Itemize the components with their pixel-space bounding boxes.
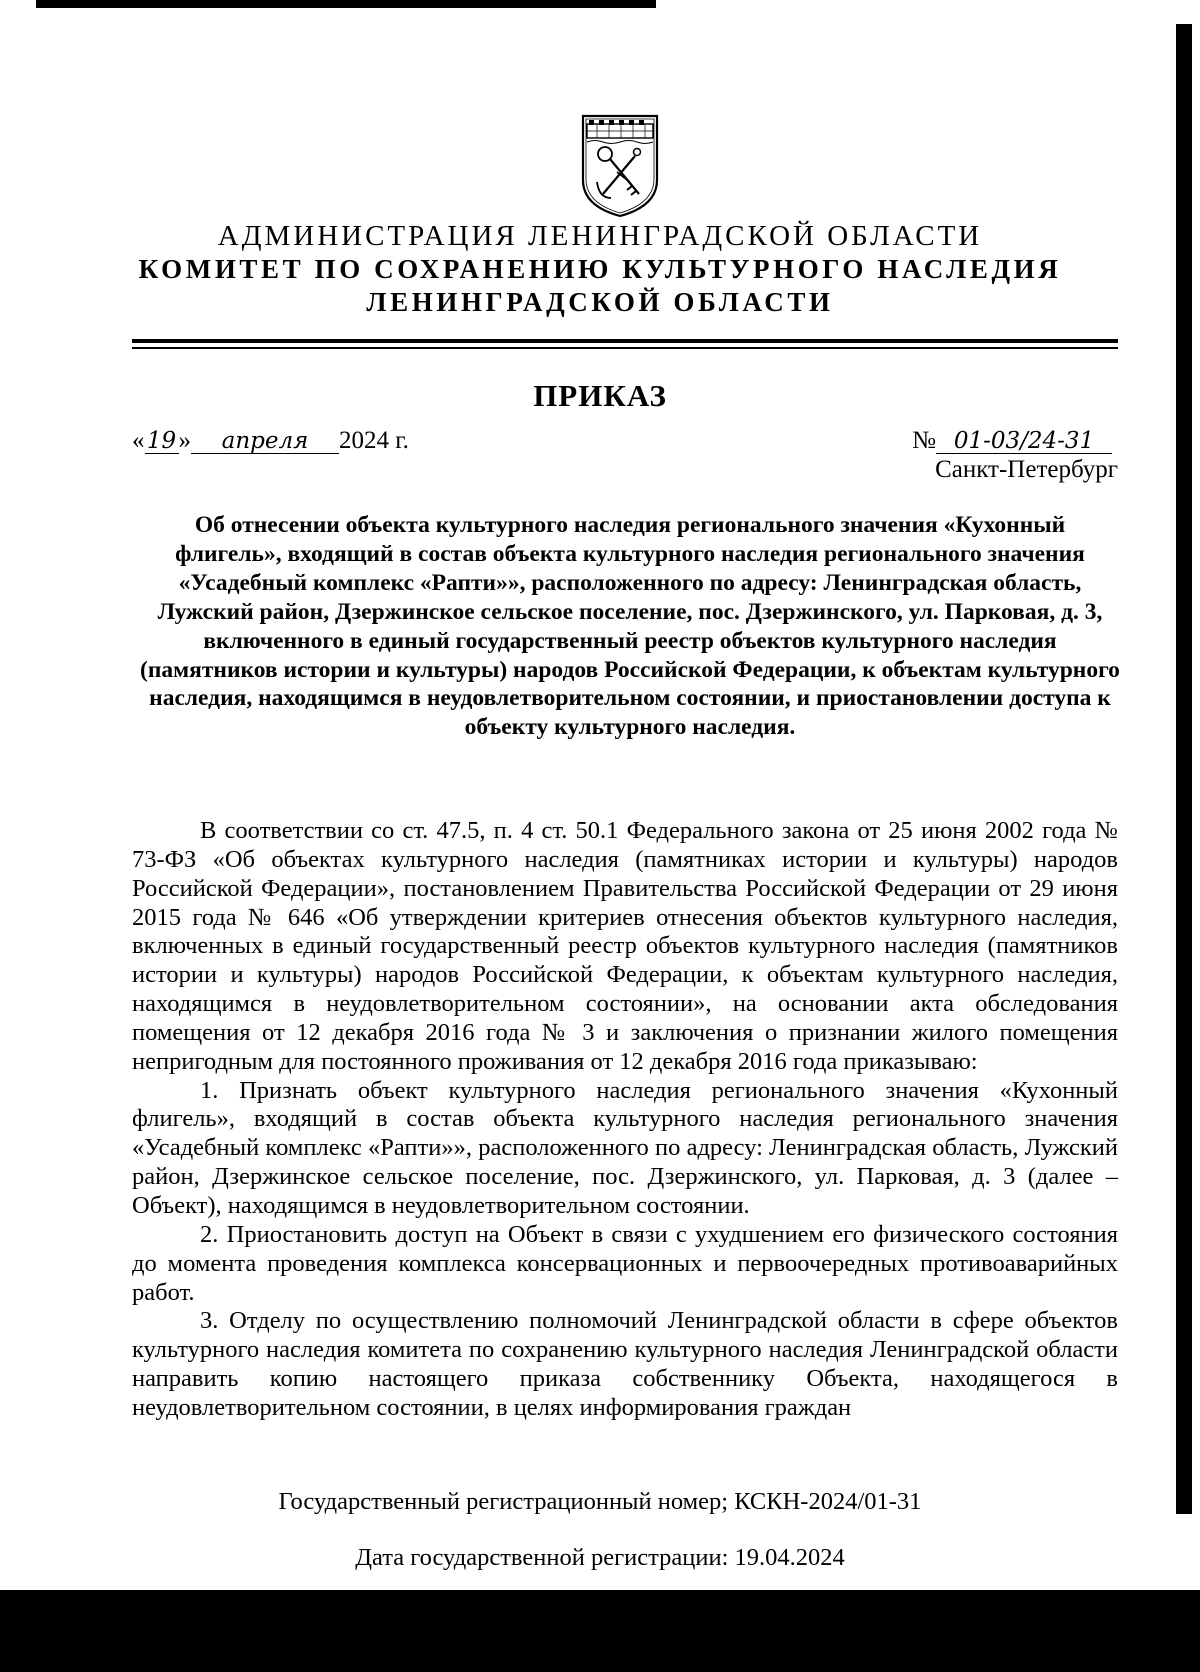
- order-body: [132, 817, 1118, 1423]
- date-open-quote: «: [132, 427, 145, 454]
- coat-of-arms-icon: [577, 110, 663, 220]
- header-committee: КОМИТЕТ ПО СОХРАНЕНИЮ КУЛЬТУРНОГО НАСЛЕДИЯ: [138, 254, 1062, 284]
- date-close-quote: »: [178, 427, 191, 454]
- order-number: [912, 427, 1112, 455]
- preamble-paragraph: В соответствии со ст. 47.5, п. 4 ст. 50.1 Федерального закона от 25 июня 2002 года № 73-ФЗ «Об объектах культурного наследия (памятниках истории и культуры) народов Российской Федерации», постановлением Правительства Российской Федерации от 29 июня 2015 года № 646 «Об утверждении критериев отнесения объектов культурного наследия, включенных в единый государственный реестр объектов культурного наследия (памятников истории и культуры) народов Российской Федерации, к объектам культурного наследия, находящимся в неудовлетворительном состоянии», на основании акта обследования помещения от 12 декабря 2016 года № 3 и заключения о признании жилого помещения непригодным для постоянного проживания от 12 декабря 2016 года приказываю:: [132, 817, 1118, 1075]
- registration-number-stamp: Государственный регистрационный номер; КСКН-2024/01-31: [278, 1488, 922, 1515]
- number-sign: №: [912, 427, 936, 454]
- document-type-title: ПРИКАЗ: [533, 378, 667, 413]
- header-divider-thin: [132, 347, 1118, 349]
- order-item-3: 3. Отделу по осуществлению полномочий Ленинградской области в сфере объектов культурного наследия комитета по сохранению культурного наследия Ленинградской области направить копию настоящего приказа собственнику Объекта, находящегося в неудовлетворительном состоянии, в целях информирования граждан: [132, 1307, 1118, 1421]
- order-date: [132, 427, 409, 455]
- header-divider-thick: [132, 339, 1118, 343]
- city: Санкт-Петербург: [935, 456, 1118, 483]
- order-subject-heading: Об отнесении объекта культурного наследия регионального значения «Кухонный флигель», входящий в состав объекта культурного наследия регионального значения «Усадебный комплекс «Рапти»», расположенного по адресу: Ленинградская область, Лужский район, Дзержинское сельское поселение, пос. Дзержинского, ул. Парковая, д. 3, включенного в единый государственный реестр объектов культурного наследия (памятников истории и культуры) народов Российской Федерации, к объектам культурного наследия, находящимся в неудовлетворительном состоянии, и приостановлении доступа к объекту культурного наследия.: [140, 512, 1120, 741]
- registration-date-stamp: Дата государственной регистрации: 19.04.2024: [355, 1544, 845, 1571]
- order-number-handwritten: 01-03/24-31: [936, 429, 1112, 454]
- scan-edge-bottom: [0, 1590, 1200, 1672]
- header-administration: АДМИНИСТРАЦИЯ ЛЕНИНГРАДСКОЙ ОБЛАСТИ: [217, 220, 983, 252]
- date-year: 2024 г.: [339, 427, 409, 454]
- date-day-handwritten: 19: [145, 429, 179, 454]
- order-item-1: 1. Признать объект культурного наследия регионального значения «Кухонный флигель», входящий в состав объекта культурного наследия регионального значения «Усадебный комплекс «Рапти»», расположенного по адресу: Ленинградская область, Лужский район, Дзержинское сельское поселение, пос. Дзержинского, ул. Парковая, д. 3 (далее – Объект), находящимся в неудовлетворительном состоянии.: [132, 1076, 1118, 1219]
- date-month-handwritten: апреля: [191, 429, 339, 454]
- scan-edge-top: [36, 0, 656, 8]
- header-region: ЛЕНИНГРАДСКОЙ ОБЛАСТИ: [366, 287, 834, 317]
- order-item-2: 2. Приостановить доступ на Объект в связи с ухудшением его физического состояния до момента проведения комплекса консервационных и первоочередных противоаварийных работ.: [132, 1220, 1118, 1306]
